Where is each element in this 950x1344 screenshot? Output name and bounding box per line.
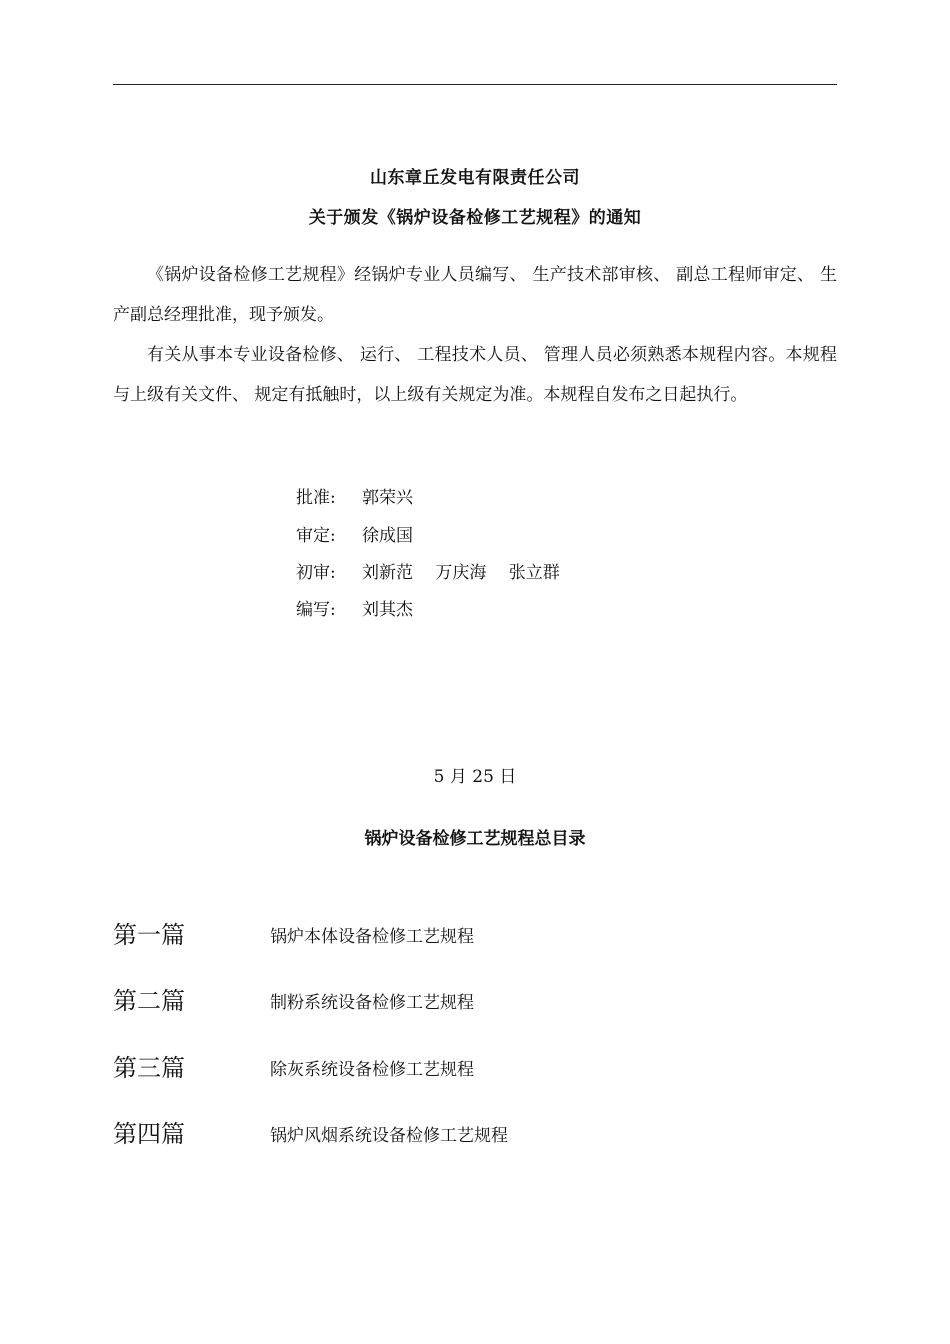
signature-label: 编写: bbox=[296, 600, 336, 620]
signature-review bbox=[296, 524, 413, 548]
signature-names: 郭荣兴 bbox=[362, 488, 413, 508]
signature-names: 徐成国 bbox=[362, 526, 413, 546]
signature-label: 审定: bbox=[296, 526, 336, 546]
notice-paragraph-1: 《锅炉设备检修工艺规程》经锅炉专业人员编写、 生产技术部审核、 副总工程师审定、 生产副总经理批准，现予颁发。 bbox=[113, 265, 837, 325]
toc-part-number: 第二篇 bbox=[113, 987, 185, 1015]
signature-label: 批准: bbox=[296, 488, 336, 508]
toc-part-name: 锅炉风烟系统设备检修工艺规程 bbox=[270, 1126, 508, 1146]
notice-title: 关于颁发《锅炉设备检修工艺规程》的通知 bbox=[308, 208, 642, 228]
toc-part-number: 第三篇 bbox=[113, 1054, 185, 1082]
signature-names: 刘新范 万庆海 张立群 bbox=[362, 563, 560, 583]
notice-paragraph-2: 有关从事本专业设备检修、 运行、 工程技术人员、 管理人员必须熟悉本规程内容。本规程与上级有关文件、 规定有抵触时，以上级有关规定为准。本规程自发布之日起执行。 bbox=[113, 345, 837, 405]
signature-label: 初审: bbox=[296, 563, 336, 583]
header-rule bbox=[113, 84, 837, 85]
toc-part-number: 第一篇 bbox=[113, 921, 185, 949]
toc-item bbox=[113, 919, 837, 959]
toc-title: 锅炉设备检修工艺规程总目录 bbox=[364, 829, 586, 849]
signature-author bbox=[296, 598, 413, 622]
signature-preliminary-review bbox=[296, 561, 560, 585]
toc-item bbox=[113, 985, 837, 1025]
issue-date: 5 月 25 日 bbox=[433, 767, 517, 787]
toc-item bbox=[113, 1052, 837, 1092]
toc-item bbox=[113, 1118, 837, 1158]
toc-part-name: 锅炉本体设备检修工艺规程 bbox=[270, 927, 474, 947]
company-title: 山东章丘发电有限责任公司 bbox=[370, 168, 580, 188]
toc-part-number: 第四篇 bbox=[113, 1120, 185, 1148]
toc-part-name: 除灰系统设备检修工艺规程 bbox=[270, 1060, 474, 1080]
signature-approve bbox=[296, 486, 413, 510]
toc-part-name: 制粉系统设备检修工艺规程 bbox=[270, 993, 474, 1013]
signature-names: 刘其杰 bbox=[362, 600, 413, 620]
